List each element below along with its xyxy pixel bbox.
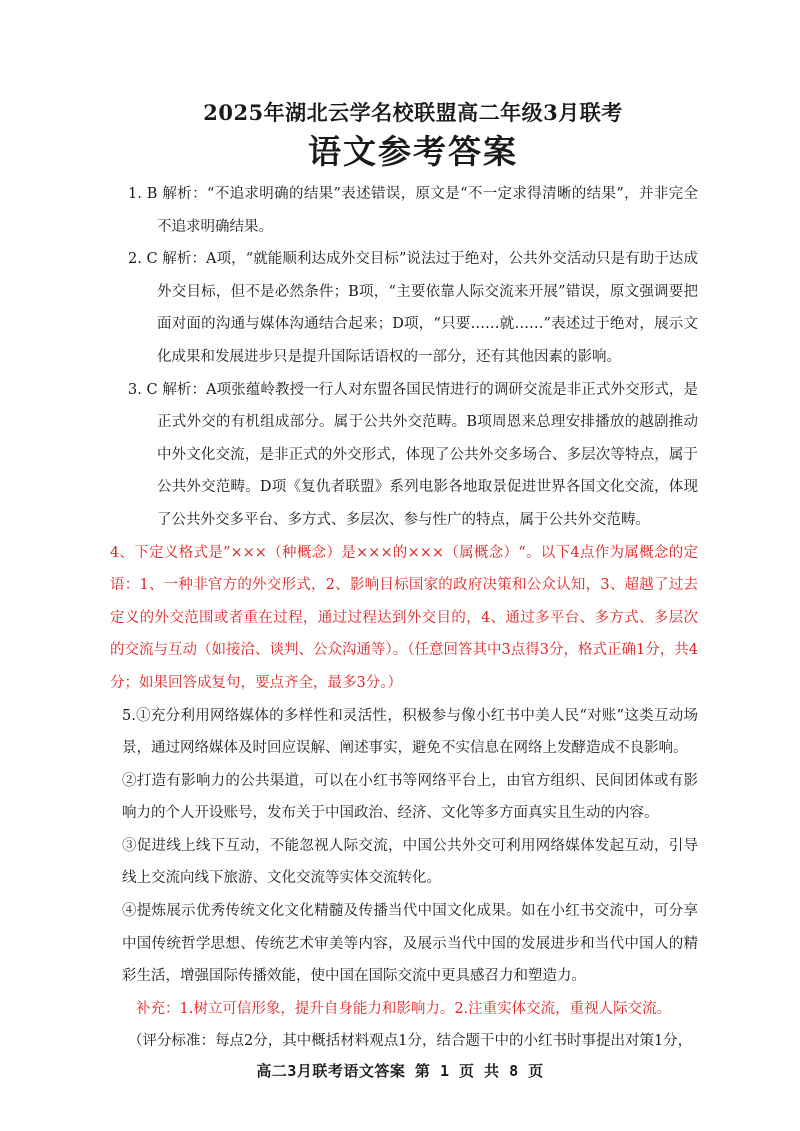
answer-q1: 1. B 解析：“不追求明确的结果”表述错误，原文是“不一定求得清晰的结果”，并非完全不追求明确结果。 [128,186,698,235]
page-footer: 高二3月联考语文答案 第 1 页 共 8 页 [256,1062,544,1080]
exam-title: 2025年湖北云学名校联盟高二年级3月联考 [203,100,623,125]
answer-q5-supplement: 补充：1.树立可信形象，提升自身能力和影响力。2.注重实体交流，重视人际交流。 [136,1000,672,1017]
answer-q5-point-2: ②打造有影响力的公共渠道，可以在小红书等网络平台上，由官方组织、民间团体或有影响力的个人开设账号，发布关于中国政治、经济、文化等多方面真实且生动的内容。 [122,772,698,822]
answer-q2: 2. C 解析：A项，“就能顺利达成外交目标”说法过于绝对，公共外交活动只是有助于达成外交目标，但不是必然条件；B项，“主要依靠人际交流来开展”错误，原文强调要把面对面的沟通与媒体沟通结合起来；D项，“只要……就……”表述过于绝对，展示文化成果和发展进步只是提升国际话语权的一部分，还有其他因素的影响。 [128,251,698,365]
answer-q5-point-1: 5.①充分利用网络媒体的多样性和灵活性，积极参与像小红书中美人民“对账”这类互动场景，通过网络媒体及时回应误解、阐述事实，避免不实信息在网络上发酵造成不良影响。 [122,707,698,757]
answer-q4: 4、下定义格式是”×××（种概念）是×××的×××（属概念）“。以下4点作为属概念的定语：1、一种非官方的外交形式，2、影响目标国家的政府决策和公众认知，3、超越了过去定义的外交范围或者重在过程，通过过程达到外交目的，4、通过多平台、多方式、多层次的交流与互动（如接洽、谈判、公众沟通等）。（任意回答其中3点得3分，格式正确1分，共4分；如果回答成复句，要点齐全，最多3分。） [110,544,698,691]
answer-q5-point-4: ④提炼展示优秀传统文化文化精髓及传播当代中国文化成果。如在小红书交流中，可分享中国传统哲学思想、传统艺术审美等内容，及展示当代中国的发展进步和当代中国人的精彩生活，增强国际传播效能，使中国在国际交流中更具感召力和塑造力。 [122,903,698,985]
document-title: 语文参考答案 [308,132,518,171]
answer-q3: 3. C 解析：A项张蕴岭教授一行人对东盟各国民情进行的调研交流是非正式外交形式，是正式外交的有机组成部分。属于公共外交范畴。B项周恩来总理安排播放的越剧推动中外文化交流，是非正式的外交形式，体现了公共外交多场合、多层次等特点，属于公共外交范畴。D项《复仇者联盟》系列电影各地取景促进世界各国文化交流，体现了公共外交多平台、多方式、多层次、参与性广的特点，属于公共外交范畴。 [128,381,698,528]
answer-q5-scoring-criteria: （评分标准：每点2分，其中概括材料观点1分，结合题干中的小红书时事提出对策1分， [128,1033,693,1050]
answer-q5-point-3: ③促进线上线下互动，不能忽视人际交流，中国公共外交可利用网络媒体发起互动，引导线上交流向线下旅游、文化交流等实体交流转化。 [122,837,698,887]
